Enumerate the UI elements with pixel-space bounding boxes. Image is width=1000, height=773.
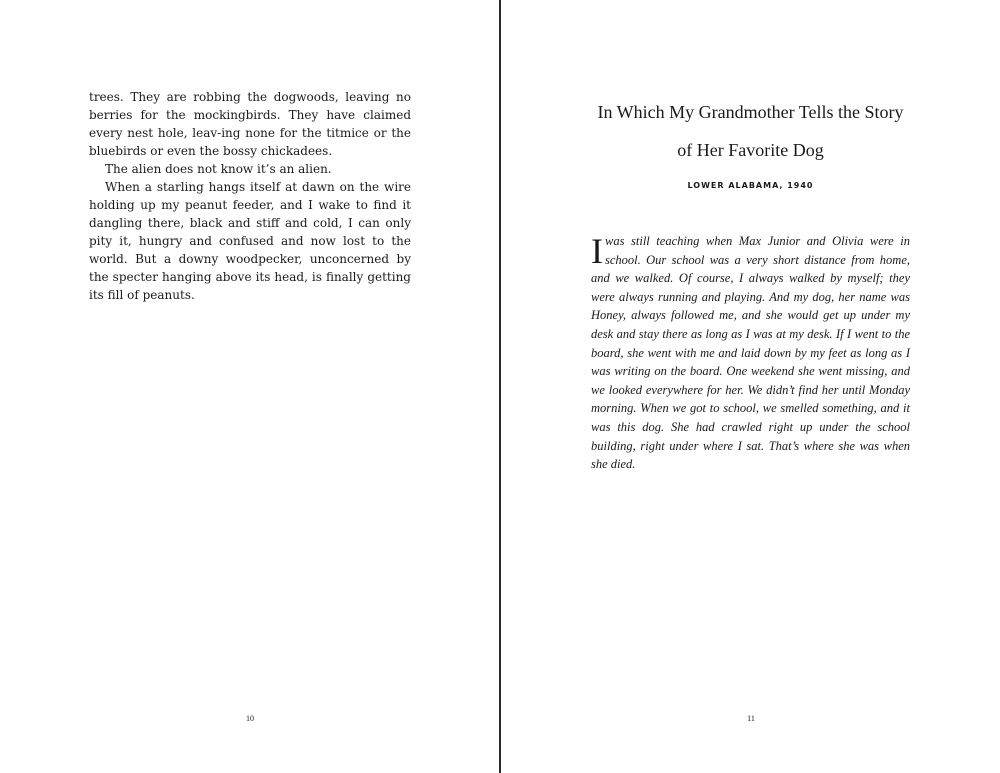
paragraph: When a starling hangs itself at dawn on the wire holding up my peanut feeder, and I wake to find it dangling there, black and stiff and cold, I can only pity it, hungry and confused and now lost to the world. But a downy woodpecker, unconcerned by the specter hanging above its head, is finally getting its fill of peanuts. (89, 180, 411, 302)
left-page-body (89, 88, 411, 304)
paragraph: trees. They are robbing the dogwoods, leaving no berries for the mockingbirds. They have claimed every nest hole, leav-ing none for the titmice or the bluebirds or even the bossy chickadees. (89, 90, 411, 158)
chapter-title: In Which My Grandmother Tells the Story (597, 102, 904, 122)
right-page (501, 0, 1000, 773)
chapter-body (591, 232, 910, 474)
chapter-title-continued: of Her Favorite Dog (677, 140, 824, 160)
chapter-text: was still teaching when Max Junior and Olivia were in school. Our school was a very short distance from home, and we walked. Of course, I always walked by myself; they were always running and playing. And my dog, her name was Honey, always followed me, and she would get up under my desk and stay there as long as I was at my desk. If I went to the board, she went with me and laid down by my feet as long as I was writing on the board. One weekend she went missing, and we looked everywhere for her. We didn’t find her until Monday morning. When we got to school, we smelled something, and it was this dog. She had crawled right up under the school building, right under where I sat. That’s where she was when she died. (591, 234, 910, 472)
page-number: 11 (747, 714, 755, 723)
page-number: 10 (246, 714, 254, 723)
paragraph: The alien does not know it’s an alien. (105, 162, 332, 176)
left-page (0, 0, 499, 773)
drop-cap: I (591, 231, 603, 271)
chapter-subtitle: LOWER ALABAMA, 1940 (687, 181, 814, 190)
